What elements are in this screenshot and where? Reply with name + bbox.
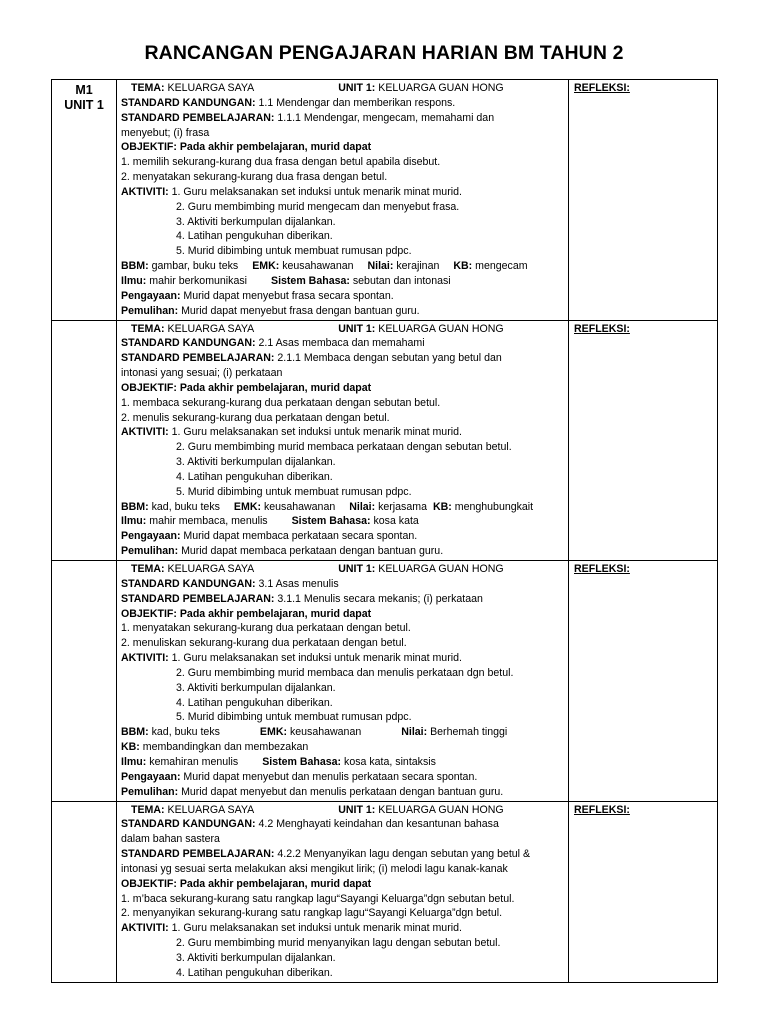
objective-item: 2. menyanyikan sekurang-kurang satu rangkap lagu“Sayangi Keluarga”dgn betul. — [121, 907, 503, 920]
sk-value-cont: dalam bahan sastera — [121, 833, 220, 846]
sp-label: STANDARD PEMBELAJARAN: — [121, 111, 275, 124]
activity-item: 1. Guru melaksanakan set induksi untuk menarik minat murid. — [171, 922, 462, 935]
ilmu-label: Ilmu: — [121, 755, 147, 768]
reflection-label: REFLEKSI: — [574, 803, 630, 816]
lesson-row — [52, 320, 718, 561]
kb-label: KB: — [121, 741, 140, 754]
pengayaan-value: Murid dapat menyebut dan menulis perkataan secara spontan. — [183, 770, 478, 783]
unit-label: UNIT 1 — [64, 98, 104, 112]
pengayaan-label: Pengayaan: — [121, 530, 181, 543]
activity-item: 5. Murid dibimbing untuk membuat rumusan pdpc. — [176, 711, 412, 724]
sk-label: STANDARD KANDUNGAN: — [121, 577, 256, 590]
tema-label: TEMA: — [131, 322, 165, 335]
aktiviti-label: AKTIVITI: — [121, 426, 169, 439]
sk-value: 4.2 Menghayati keindahan dan kesantunan bahasa — [258, 818, 499, 831]
tema-value: KELUARGA SAYA — [167, 82, 255, 94]
tema-value: KELUARGA SAYA — [167, 563, 255, 575]
unit-value: KELUARGA GUAN HONG — [378, 563, 504, 575]
lesson-content — [117, 320, 569, 561]
nilai-value: Berhemah tinggi — [430, 726, 508, 739]
activity-item: 2. Guru membimbing murid membaca perkataan dengan sebutan betul. — [176, 441, 512, 454]
page-title: RANCANGAN PENGAJARAN HARIAN BM TAHUN 2 — [144, 42, 624, 64]
activity-item: 3. Aktiviti berkumpulan dijalankan. — [176, 456, 336, 469]
kb-value: menghubungkait — [454, 500, 534, 513]
pengayaan-value: Murid dapat menyebut frasa secara spontan. — [183, 289, 394, 302]
kb-label: KB: — [432, 500, 452, 513]
sp-value-cont: intonasi yg sesuai serta melakukan aksi mengikut lirik; (i) melodi lagu kanak-kanak — [121, 862, 508, 875]
sp-label: STANDARD PEMBELAJARAN: — [121, 848, 275, 861]
pengayaan-value: Murid dapat membaca perkataan secara spontan. — [183, 530, 418, 543]
sistem-value: kosa kata — [373, 515, 419, 528]
kb-value: membandingkan dan membezakan — [142, 741, 309, 754]
objektif-label: OBJEKTIF: Pada akhir pembelajaran, murid dapat — [121, 141, 372, 154]
sistem-value: sebutan dan intonasi — [352, 274, 451, 287]
bbm-value: gambar, buku teks — [151, 260, 239, 273]
nilai-label: Nilai: — [367, 260, 394, 273]
emk-value: keusahawanan — [282, 260, 354, 273]
week-cell — [52, 80, 117, 321]
activity-item: 1. Guru melaksanakan set induksi untuk menarik minat murid. — [171, 426, 462, 439]
ilmu-label: Ilmu: — [121, 515, 147, 528]
emk-label: EMK: — [259, 726, 287, 739]
activity-item: 1. Guru melaksanakan set induksi untuk menarik minat murid. — [171, 652, 462, 665]
bbm-value: kad, buku teks — [151, 500, 220, 513]
objective-item: 1. membaca sekurang-kurang dua perkataan dengan sebutan betul. — [121, 396, 441, 409]
ilmu-value: mahir membaca, menulis — [149, 515, 268, 528]
activity-item: 4. Latihan pengukuhan diberikan. — [176, 966, 333, 979]
activity-item: 3. Aktiviti berkumpulan dijalankan. — [176, 215, 336, 228]
unit-label: UNIT 1: — [338, 803, 376, 816]
tema-label: TEMA: — [131, 82, 165, 94]
nilai-label: Nilai: — [401, 726, 428, 739]
sistem-label: Sistem Bahasa: — [262, 755, 342, 768]
nilai-value: kerajinan — [396, 260, 440, 273]
lesson-content — [117, 561, 569, 802]
objective-item: 1. menyatakan sekurang-kurang dua perkataan dengan betul. — [121, 622, 411, 635]
activity-item: 3. Aktiviti berkumpulan dijalankan. — [176, 681, 336, 694]
tema-value: KELUARGA SAYA — [167, 322, 255, 335]
activity-item: 5. Murid dibimbing untuk membuat rumusan pdpc. — [176, 245, 412, 258]
activity-item: 2. Guru membimbing murid menyanyikan lagu dengan sebutan betul. — [176, 937, 501, 950]
activity-item: 2. Guru membimbing murid mengecam dan menyebut frasa. — [176, 200, 460, 213]
nilai-value: kerjasama — [378, 500, 427, 513]
activity-item: 1. Guru melaksanakan set induksi untuk menarik minat murid. — [171, 185, 462, 198]
week-cell — [52, 320, 117, 561]
pemulihan-label: Pemulihan: — [121, 304, 179, 317]
unit-label: UNIT 1: — [338, 322, 376, 335]
objektif-label: OBJEKTIF: Pada akhir pembelajaran, murid dapat — [121, 607, 372, 620]
objective-item: 1. m’baca sekurang-kurang satu rangkap lagu“Sayangi Keluarga”dgn sebutan betul. — [121, 892, 515, 905]
pengayaan-label: Pengayaan: — [121, 289, 181, 302]
lesson-row — [52, 561, 718, 802]
lesson-row — [52, 801, 718, 982]
pengayaan-label: Pengayaan: — [121, 770, 181, 783]
aktiviti-label: AKTIVITI: — [121, 185, 169, 198]
pemulihan-value: Murid dapat menyebut frasa dengan bantuan guru. — [181, 304, 420, 317]
sp-value: 1.1.1 Mendengar, mengecam, memahami dan — [277, 111, 495, 124]
activity-item: 4. Latihan pengukuhan diberikan. — [176, 696, 333, 709]
sp-label: STANDARD PEMBELAJARAN: — [121, 352, 275, 365]
reflection-cell — [569, 561, 718, 802]
ilmu-label: Ilmu: — [121, 274, 147, 287]
reflection-label: REFLEKSI: — [574, 563, 630, 575]
tema-label: TEMA: — [131, 803, 165, 816]
reflection-cell — [569, 801, 718, 982]
sistem-label: Sistem Bahasa: — [291, 515, 371, 528]
tema-label: TEMA: — [131, 563, 165, 575]
sk-label: STANDARD KANDUNGAN: — [121, 96, 256, 109]
kb-label: KB: — [453, 260, 473, 273]
aktiviti-label: AKTIVITI: — [121, 922, 169, 935]
lesson-content — [117, 801, 569, 982]
objective-item: 1. memilih sekurang-kurang dua frasa dengan betul apabila disebut. — [121, 156, 441, 169]
bbm-label: BBM: — [121, 500, 149, 513]
lesson-plan-table — [51, 79, 718, 983]
bbm-label: BBM: — [121, 260, 149, 273]
pemulihan-label: Pemulihan: — [121, 785, 179, 798]
unit-label: UNIT 1: — [338, 82, 376, 94]
emk-label: EMK: — [233, 500, 261, 513]
objektif-label: OBJEKTIF: Pada akhir pembelajaran, murid dapat — [121, 877, 372, 890]
objective-item: 2. menulis sekurang-kurang dua perkataan dengan betul. — [121, 411, 390, 424]
reflection-cell — [569, 320, 718, 561]
lesson-content — [117, 80, 569, 321]
activity-item: 3. Aktiviti berkumpulan dijalankan. — [176, 951, 336, 964]
reflection-cell — [569, 80, 718, 321]
objektif-label: OBJEKTIF: Pada akhir pembelajaran, murid dapat — [121, 381, 372, 394]
activity-item: 2. Guru membimbing murid membaca dan menulis perkataan dgn betul. — [176, 666, 514, 679]
sp-value: 4.2.2 Menyanyikan lagu dengan sebutan yang betul & — [277, 848, 531, 861]
ilmu-value: kemahiran menulis — [149, 755, 239, 768]
objective-item: 2. menyatakan sekurang-kurang dua frasa dengan betul. — [121, 171, 388, 184]
ilmu-value: mahir berkomunikasi — [149, 274, 247, 287]
reflection-label: REFLEKSI: — [574, 322, 630, 335]
unit-value: KELUARGA GUAN HONG — [378, 803, 504, 816]
pemulihan-value: Murid dapat membaca perkataan dengan bantuan guru. — [181, 545, 444, 558]
sp-value-cont: intonasi yang sesuai; (i) perkataan — [121, 367, 283, 380]
lesson-row — [52, 80, 718, 321]
sk-label: STANDARD KANDUNGAN: — [121, 818, 256, 831]
kb-value: mengecam — [475, 260, 528, 273]
objective-item: 2. menuliskan sekurang-kurang dua perkataan dengan betul. — [121, 637, 407, 650]
bbm-label: BBM: — [121, 726, 149, 739]
week-label: M1 — [75, 83, 93, 97]
reflection-label: REFLEKSI: — [574, 82, 630, 94]
emk-label: EMK: — [252, 260, 280, 273]
sk-value: 2.1 Asas membaca dan memahami — [258, 337, 425, 350]
sp-value: 3.1.1 Menulis secara mekanis; (i) perkataan — [277, 592, 483, 605]
sk-label: STANDARD KANDUNGAN: — [121, 337, 256, 350]
sistem-value: kosa kata, sintaksis — [344, 755, 436, 768]
week-cell — [52, 561, 117, 802]
unit-value: KELUARGA GUAN HONG — [378, 322, 504, 335]
activity-item: 4. Latihan pengukuhan diberikan. — [176, 470, 333, 483]
sk-value: 1.1 Mendengar dan memberikan respons. — [258, 96, 456, 109]
unit-label: UNIT 1: — [338, 563, 376, 575]
sp-value-cont: menyebut; (i) frasa — [121, 126, 210, 139]
aktiviti-label: AKTIVITI: — [121, 652, 169, 665]
week-cell — [52, 801, 117, 982]
pemulihan-value: Murid dapat menyebut dan menulis perkataan dengan bantuan guru. — [181, 785, 504, 798]
activity-item: 5. Murid dibimbing untuk membuat rumusan pdpc. — [176, 485, 412, 498]
activity-item: 4. Latihan pengukuhan diberikan. — [176, 230, 333, 243]
unit-value: KELUARGA GUAN HONG — [378, 82, 504, 94]
sp-label: STANDARD PEMBELAJARAN: — [121, 592, 275, 605]
sistem-label: Sistem Bahasa: — [271, 274, 350, 287]
nilai-label: Nilai: — [349, 500, 376, 513]
bbm-value: kad, buku teks — [151, 726, 220, 739]
sk-value: 3.1 Asas menulis — [258, 577, 339, 590]
pemulihan-label: Pemulihan: — [121, 545, 179, 558]
emk-value: keusahawanan — [289, 726, 362, 739]
tema-value: KELUARGA SAYA — [167, 803, 255, 816]
sp-value: 2.1.1 Membaca dengan sebutan yang betul dan — [277, 352, 502, 365]
emk-value: keusahawanan — [263, 500, 336, 513]
